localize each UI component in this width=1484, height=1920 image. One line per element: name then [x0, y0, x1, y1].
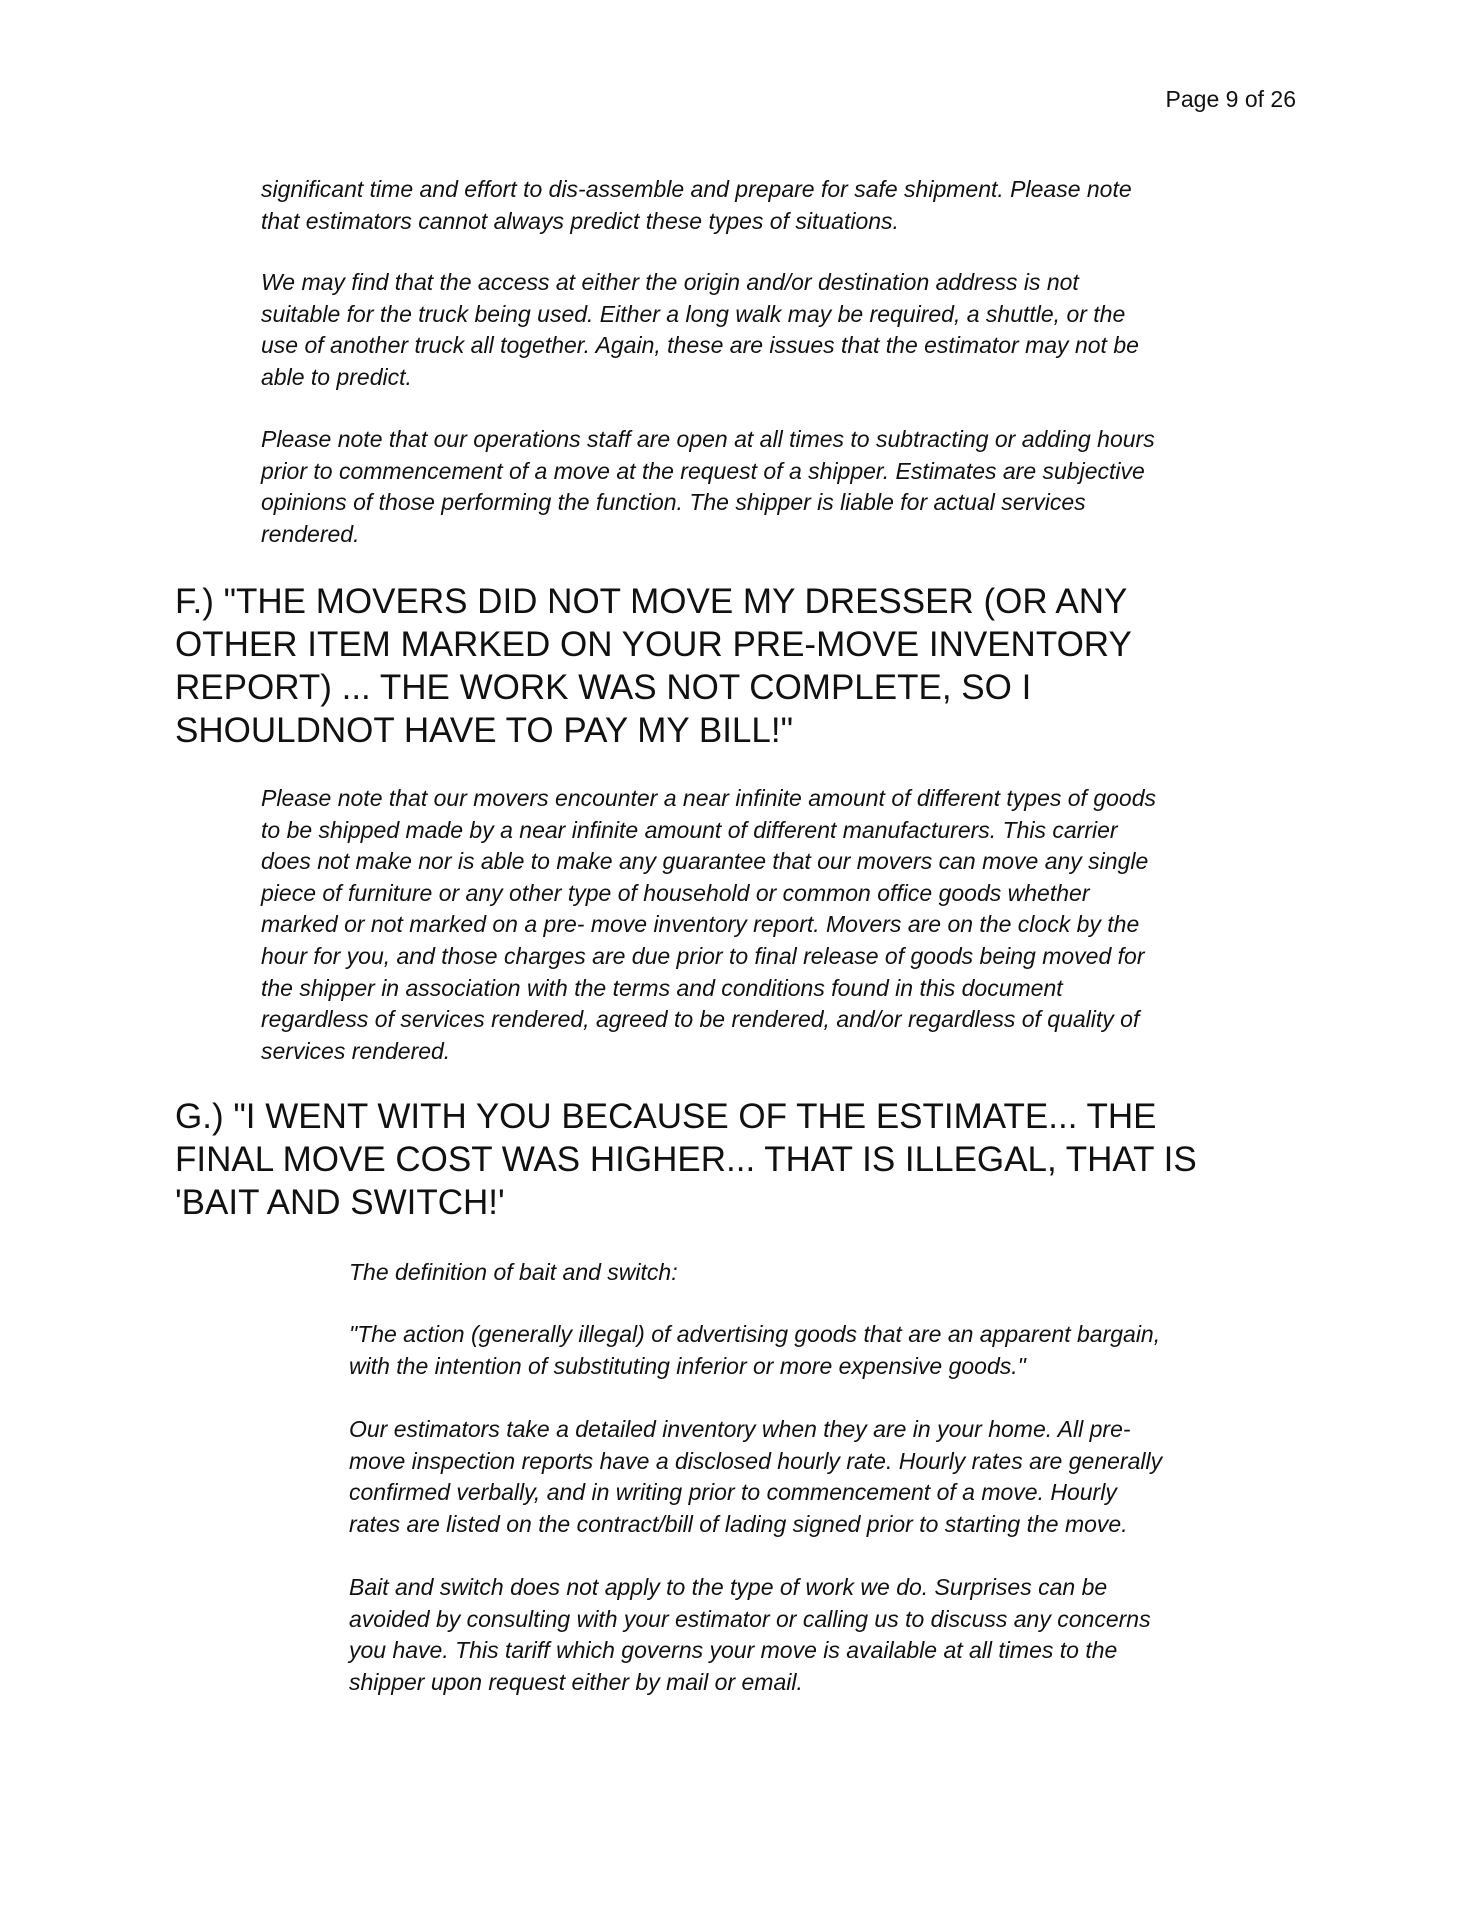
section-g-heading	[175, 1095, 1197, 1224]
text-line: to be shipped made by a near infinite amount of different manufacturers. This carrier	[261, 816, 1118, 843]
text-line: marked or not marked on a pre- move inventory report. Movers are on the clock by the	[261, 911, 1140, 938]
text-line: significant time and effort to dis-assemble and prepare for safe shipment. Please note	[261, 176, 1132, 202]
text-line: does not make nor is able to make any guarantee that our movers can move any single	[261, 848, 1149, 875]
text-line: avoided by consulting with your estimator or calling us to discuss any concerns	[349, 1605, 1151, 1632]
text-line: prior to commencement of a move at the request of a shipper. Estimates are subjective	[261, 457, 1145, 484]
heading-line: 'BAIT AND SWITCH!'	[175, 1183, 505, 1222]
text-line: We may find that the access at either the origin and/or destination address is not	[261, 269, 1079, 295]
text-line: regardless of services rendered, agreed to be rendered, and/or regardless of quality of	[261, 1006, 1140, 1033]
paragraph	[261, 424, 1155, 550]
section-f-body	[261, 783, 1156, 1067]
text-line: move inspection reports have a disclosed hourly rate. Hourly rates are generally	[349, 1447, 1163, 1474]
paragraph	[349, 1257, 678, 1289]
text-line: able to predict.	[261, 363, 412, 390]
paragraph	[261, 267, 1139, 393]
text-line: shipper upon request either by mail or email.	[349, 1668, 803, 1695]
paragraph	[349, 1572, 1151, 1698]
text-line: you have. This tariff which governs your move is available at all times to the	[349, 1637, 1118, 1664]
text-line: that estimators cannot always predict these types of situations.	[261, 207, 899, 234]
paragraph	[349, 1414, 1162, 1540]
text-line: the shipper in association with the terms and conditions found in this document	[261, 974, 1063, 1001]
heading-line: OTHER ITEM MARKED ON YOUR PRE-MOVE INVENTORY	[175, 625, 1132, 664]
text-line: confirmed verbally, and in writing prior to commencement of a move. Hourly	[349, 1479, 1117, 1506]
text-line: use of another truck all together. Again, these are issues that the estimator may not be	[261, 332, 1139, 359]
text-line: opinions of those performing the function. The shipper is liable for actual services	[261, 489, 1086, 516]
text-line: rates are listed on the contract/bill of lading signed prior to starting the move.	[349, 1510, 1128, 1537]
text-line: Our estimators take a detailed inventory when they are in your home. All pre-	[349, 1416, 1131, 1442]
page-number: Page 9 of 26	[1165, 86, 1296, 112]
text-line: The definition of bait and switch:	[349, 1259, 678, 1285]
text-line: rendered.	[261, 520, 360, 547]
text-line: hour for you, and those charges are due prior to final release of goods being moved for	[261, 942, 1145, 969]
text-line: suitable for the truck being used. Either a long walk may be required, a shuttle, or the	[261, 300, 1126, 327]
text-line: "The action (generally illegal) of advertising goods that are an apparent bargain,	[349, 1321, 1161, 1347]
section-f-heading	[175, 580, 1132, 752]
heading-line: FINAL MOVE COST WAS HIGHER... THAT IS ILLEGAL, THAT IS	[175, 1140, 1197, 1179]
text-line: services rendered.	[261, 1037, 451, 1064]
paragraph	[261, 174, 1132, 237]
text-line: with the intention of substituting inferior or more expensive goods."	[349, 1352, 1026, 1379]
text-line: Bait and switch does not apply to the type of work we do. Surprises can be	[349, 1574, 1108, 1600]
heading-line: SHOULDNOT HAVE TO PAY MY BILL!"	[175, 711, 794, 750]
text-line: Please note that our movers encounter a near infinite amount of different types of goods	[261, 785, 1156, 811]
heading-line: G.) "I WENT WITH YOU BECAUSE OF THE ESTIMATE... THE	[175, 1097, 1157, 1136]
heading-line: F.) "THE MOVERS DID NOT MOVE MY DRESSER (OR ANY	[175, 582, 1128, 621]
text-line: Please note that our operations staff are open at all times to subtracting or adding hours	[261, 426, 1155, 452]
heading-line: REPORT) ... THE WORK WAS NOT COMPLETE, SO I	[175, 668, 1032, 707]
paragraph	[349, 1319, 1160, 1382]
text-line: piece of furniture or any other type of household or common office goods whether	[261, 879, 1090, 906]
